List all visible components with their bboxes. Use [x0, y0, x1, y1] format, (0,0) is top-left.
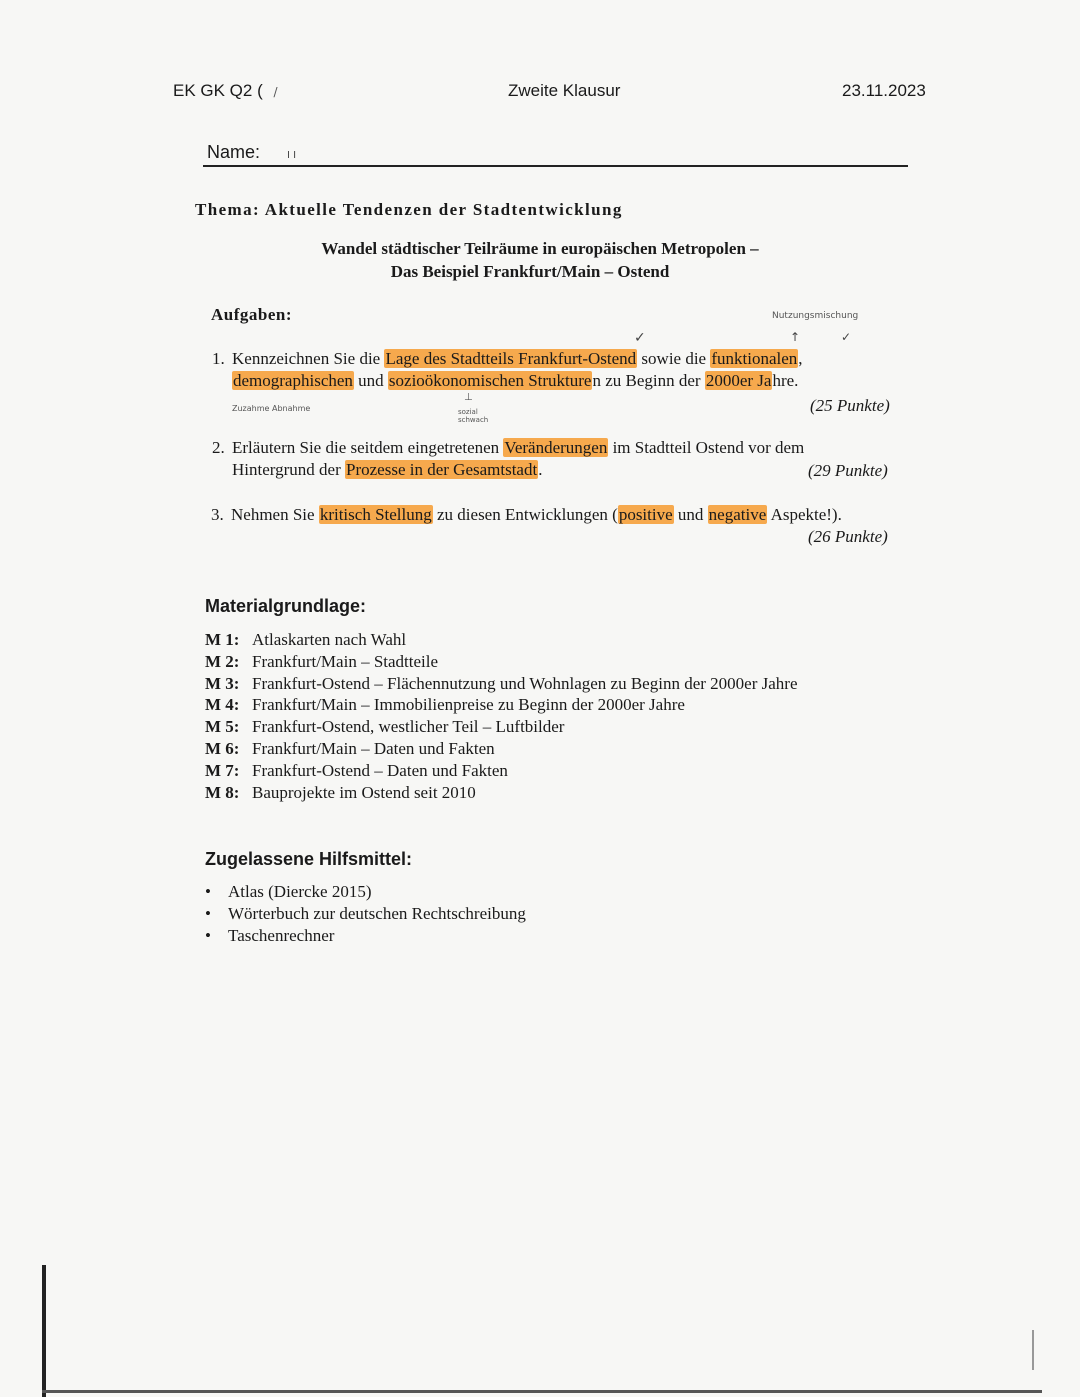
material-heading: Materialgrundlage: [205, 596, 367, 616]
check-mark-icon: ✓ [841, 330, 852, 344]
task-text: Erläutern Sie die seitdem eingetretenen [232, 438, 500, 457]
material-text: Frankfurt-Ostend, westlicher Teil – Luftbilder [252, 717, 565, 737]
topic-heading: Thema: Aktuelle Tendenzen der Stadtentwicklung [195, 200, 623, 219]
task-2-line2 [232, 460, 542, 480]
task-text: zu diesen Entwicklungen ( [437, 505, 618, 524]
task-2-points: (29 Punkte) [808, 461, 888, 480]
task-3-line1 [231, 505, 842, 525]
material-text: Frankfurt-Ostend – Daten und Fakten [252, 760, 508, 780]
task-number: 1. [212, 349, 225, 368]
material-text: Atlaskarten nach Wahl [252, 630, 407, 649]
check-mark-icon: ✓ [634, 330, 646, 346]
annotation-nutzungsmischung: Nutzungsmischung [772, 311, 859, 321]
task-text: . [538, 460, 543, 479]
material-text: Frankfurt/Main – Stadtteile [252, 651, 439, 671]
header-date: 23.11.2023 [842, 81, 926, 100]
list-item [205, 926, 526, 948]
header-course [173, 81, 278, 101]
list-item [205, 739, 798, 761]
task-text: n zu Beginn der [592, 371, 701, 390]
list-item [205, 783, 798, 805]
material-id: M 4: [205, 695, 240, 715]
subtitle-line1: Wandel städtischer Teilräume in europäischen Metropolen – [321, 239, 759, 258]
task-text: im Stadtteil Ostend vor dem [612, 438, 805, 457]
list-item [205, 904, 526, 926]
material-text: Frankfurt/Main – Daten und Fakten [252, 738, 495, 758]
material-text: Bauprojekte im Ostend seit 2010 [252, 782, 476, 802]
task-text: Nehmen Sie [231, 505, 315, 524]
list-item [205, 630, 798, 652]
aid-text: Atlas (Diercke 2015) [228, 882, 372, 901]
task-text: hre. [772, 371, 799, 390]
task-text: Aspekte!). [770, 505, 842, 524]
task-3-points: (26 Punkte) [808, 527, 888, 546]
material-text: Frankfurt/Main – Immobilienpreise zu Beginn der 2000er Jahre [252, 695, 685, 715]
task-text: , [798, 349, 803, 368]
arrow-up-icon: ↑ [790, 330, 801, 344]
list-item [205, 695, 798, 717]
task-text: und [677, 505, 704, 524]
tasks-heading: Aufgaben: [211, 305, 293, 324]
name-value: I I [287, 150, 297, 161]
bullet-icon: • [205, 925, 211, 945]
highlighted-text: negative [708, 505, 767, 524]
task-number: 2. [212, 438, 225, 457]
list-item [205, 674, 798, 696]
name-label: Name: [207, 142, 261, 162]
material-text: Frankfurt-Ostend – Flächennutzung und Wohnlagen zu Beginn der 2000er Jahre [252, 673, 798, 693]
scan-edge-right [1032, 1330, 1034, 1370]
aids-heading: Zugelassene Hilfsmittel: [205, 849, 413, 869]
aid-text: Taschenrechner [228, 925, 335, 945]
task-1-line2 [232, 371, 798, 391]
highlighted-text: demographischen [233, 371, 353, 390]
header-handwritten-mark: / [273, 85, 278, 99]
aids-list [205, 882, 526, 947]
task-number: 3. [211, 505, 224, 524]
material-list [205, 630, 798, 804]
annotation-sozial-schwach: sozial schwach [458, 408, 489, 424]
subtitle-line2: Das Beispiel Frankfurt/Main – Ostend [390, 262, 670, 281]
bullet-icon: • [205, 882, 211, 901]
header-title: Zweite Klausur [508, 81, 621, 100]
material-id: M 5: [205, 717, 240, 737]
annotation-down-arrow: ⊥ [464, 392, 473, 403]
highlighted-text: 2000er Ja [705, 371, 772, 390]
material-id: M 8: [205, 782, 240, 802]
material-id: M 3: [205, 673, 240, 693]
name-field [207, 142, 296, 163]
header-course-text: EK GK Q2 ( [173, 81, 263, 100]
task-2-line1 [232, 438, 804, 458]
list-item [205, 652, 798, 674]
task-1-line1 [232, 349, 803, 369]
material-id: M 7: [205, 760, 240, 780]
highlighted-text: sozioökonomischen Strukture [388, 371, 592, 390]
task-text: Hintergrund der [232, 460, 341, 479]
list-item [205, 761, 798, 783]
task-text: und [358, 371, 384, 390]
highlighted-text: funktionalen [711, 349, 798, 368]
material-id: M 1: [205, 630, 240, 649]
highlighted-text: Prozesse in der Gesamtstadt [346, 460, 538, 479]
material-id: M 6: [205, 738, 240, 758]
highlighted-text: positive [618, 505, 673, 524]
list-item [205, 717, 798, 739]
highlighted-text: Veränderungen [504, 438, 608, 457]
name-underline [203, 165, 908, 167]
task-1-points: (25 Punkte) [810, 396, 890, 415]
list-item [205, 882, 526, 904]
scan-edge-bottom [42, 1390, 1042, 1393]
highlighted-text: kritisch Stellung [319, 505, 432, 524]
scan-edge-left [42, 1265, 46, 1397]
task-text: Kennzeichnen Sie die [232, 349, 381, 368]
bullet-icon: • [205, 903, 211, 923]
material-id: M 2: [205, 651, 240, 671]
highlighted-text: Lage des Stadtteils Frankfurt-Ostend [385, 349, 637, 368]
task-text: sowie die [641, 349, 707, 368]
annotation-zunahme-abnahme: Zuzahme Abnahme [232, 404, 311, 413]
aid-text: Wörterbuch zur deutschen Rechtschreibung [228, 903, 526, 923]
